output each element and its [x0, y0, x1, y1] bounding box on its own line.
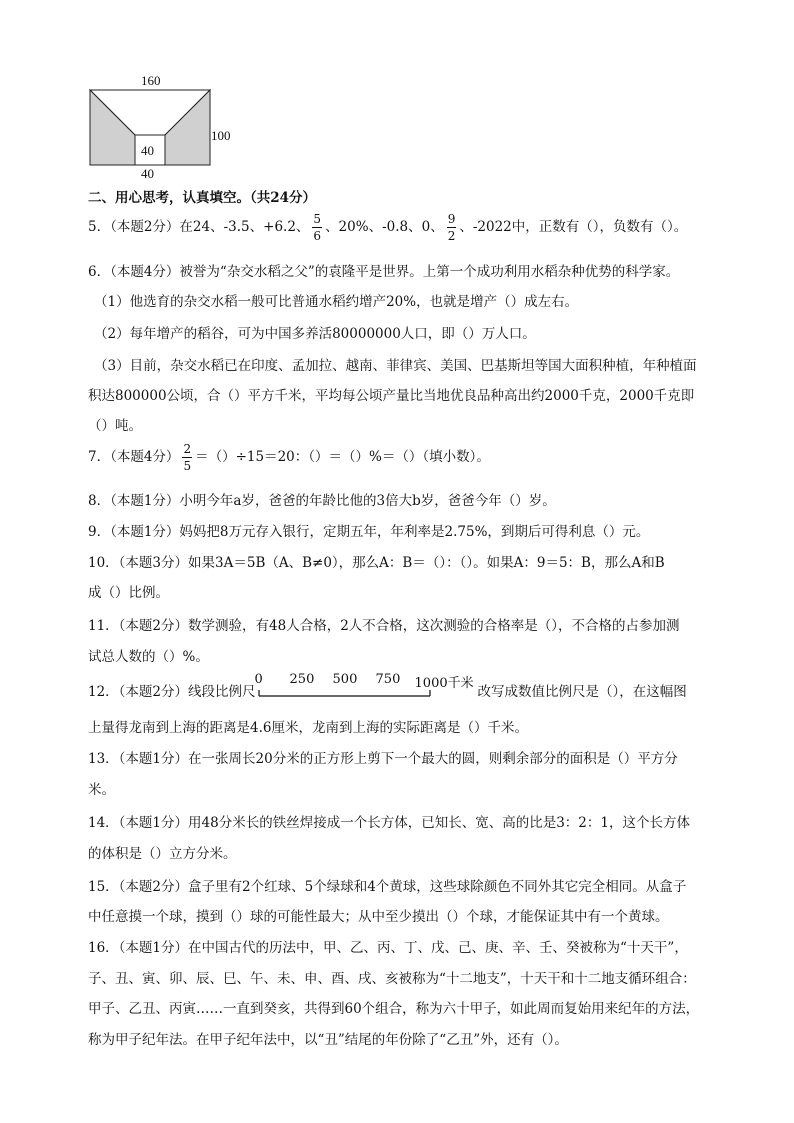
question-13-line-1: 13．（本题1分）在一张周长20分米的正方形上剪下一个最大的圆，则剩余部分的面积是（）平方分	[88, 751, 678, 767]
question-6-sub-3a: （3）目前，杂交水稻已在印度、孟加拉、越南、菲律宾、美国、巴基斯坦等国大面积种植，年种植面	[94, 358, 697, 374]
scale-label-250: 250	[289, 672, 315, 687]
figure-right-label: 100	[211, 128, 231, 143]
question-11-line-2: 试总人数的（）%。	[88, 649, 209, 665]
question-6-sub-2: （2）每年增产的稻谷，可为中国多养活80000000人口，即（）万人口。	[94, 326, 536, 342]
trapezoid-figure	[84, 73, 254, 185]
scale-label-750: 750	[375, 672, 401, 687]
question-5	[88, 213, 687, 242]
question-16-line-2: 子、丑、寅、卯、辰、巳、午、未、申、酉、戌、亥被称为“十二地支”，十天干和十二地支循环组合：	[88, 971, 696, 987]
question-9: 9．（本题1分）妈妈把8万元存入银行，定期五年，年利率是2.75%，到期后可得利息（）元。	[88, 524, 650, 540]
q7-frac-den: 5	[183, 459, 192, 473]
scale-label-500: 500	[332, 672, 358, 687]
figure-top-label: 160	[141, 73, 161, 88]
question-7	[88, 443, 490, 472]
question-6-sub-1: （1）他选育的杂交水稻一般可比普通水稻约增产20%，也就是增产（）成左右。	[94, 294, 579, 310]
scale-bar-line	[258, 678, 476, 700]
scale-label-1000: 1000千米	[414, 676, 474, 691]
q5-fraction-2	[447, 213, 457, 242]
scale-label-0: 0	[254, 672, 263, 687]
question-14-line-2: 的体积是（）立方分米。	[88, 846, 237, 862]
q7-frac-num: 2	[183, 442, 192, 456]
question-12-line-2: 上量得龙南到上海的距离是4.6厘米，龙南到上海的实际距离是（）千米。	[88, 720, 528, 736]
question-16-line-4: 称为甲子纪年法。在甲子纪年法中，以“丑”结尾的年份除了“乙丑”外，还有（）。	[88, 1032, 568, 1048]
question-11-line-1: 11．（本题2分）数学测验，有48人合格，2人不合格，这次测验的合格率是（），不合格的占参加测	[88, 618, 680, 634]
figure-inner-label: 40	[141, 143, 154, 158]
q5-frac2-den: 2	[447, 229, 456, 243]
question-15-line-2: 中任意摸一个球，摸到（）球的可能性最大；从中至少摸出（）个球，才能保证其中有一个黄球。	[88, 909, 669, 925]
question-8: 8．（本题1分）小明今年a岁，爸爸的年龄比他的3倍大b岁，爸爸今年（）岁。	[88, 493, 556, 509]
q12-suffix: 改写成数值比例尺是（），在这幅图	[477, 684, 687, 700]
q12-prefix: 12．（本题2分）线段比例尺	[88, 684, 256, 700]
question-6-line-1: 6．（本题4分）被誉为“杂交水稻之父”的袁隆平是世界。上第一个成功利用水稻杂种优势的科学家。	[88, 264, 680, 280]
q5-fraction-1	[312, 213, 322, 242]
question-14-line-1: 14．（本题1分）用48分米长的铁丝焊接成一个长方体，已知长、宽、高的比是3：2：1，这个长方体	[88, 815, 690, 831]
q5-middle: 、20%、-0.8、0、	[325, 219, 444, 235]
q5-frac2-num: 9	[447, 212, 456, 226]
question-16-line-1: 16．（本题1分）在中国古代的历法中，甲、乙、丙、丁、戊、己、庚、辛、壬、癸被称为“十天干”，	[88, 940, 688, 956]
q5-suffix: 、-2022中，正数有（），负数有（）。	[459, 219, 688, 235]
question-15-line-1: 15．（本题2分）盒子里有2个红球、5个绿球和4个黄球，这些球除颜色不同外其它完全相同。从盒子	[88, 879, 687, 895]
figure-bottom-label: 40	[141, 166, 154, 181]
q5-frac1-num: 5	[313, 212, 322, 226]
q5-frac1-den: 6	[313, 229, 322, 243]
question-13-line-2: 米。	[88, 782, 115, 798]
question-12-line-1	[88, 672, 687, 700]
q7-prefix: 7．（本题4分）	[88, 449, 180, 465]
question-10-line-1: 10．（本题3分）如果3A＝5B（A、B≠0），那么A：B＝（）：（）。如果A：9＝5：B，那么A和B	[88, 555, 665, 571]
q7-fraction	[182, 443, 192, 472]
q7-suffix: ＝（）÷15＝20：（）＝（）%＝（）（填小数）。	[195, 449, 490, 465]
question-10-line-2: 成（）比例。	[88, 585, 169, 601]
q5-prefix: 5．（本题2分）在24、-3.5、+6.2、	[88, 219, 310, 235]
section-title: 二、用心思考，认真填空。（共24分）	[88, 190, 317, 206]
question-6-sub-3b: 积达800000公顷，合（）平方千米，平均每公顷产量比当地优良品种高出约2000千克，2000千克即	[88, 388, 695, 404]
question-16-line-3: 甲子、乙丑、丙寅……一直到癸亥，共得到60个组合，称为六十甲子，如此周而复始用来纪年的方法，	[88, 1001, 700, 1017]
question-6-sub-3c: （）吨。	[88, 418, 142, 434]
scale-bar	[254, 672, 476, 700]
